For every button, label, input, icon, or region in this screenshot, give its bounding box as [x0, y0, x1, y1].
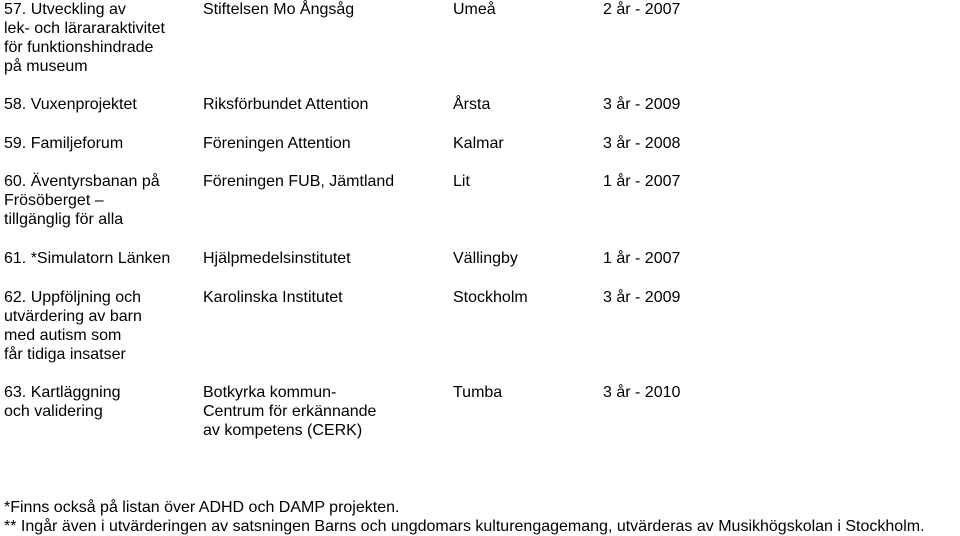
- project-period: 1 år - 2007: [603, 250, 681, 267]
- project-name: 59. Familjeforum: [4, 135, 124, 152]
- project-period: 3 år - 2010: [603, 384, 681, 401]
- project-name: 60. Äventyrsbanan på Frösöberget – tillgänglig för alla: [4, 173, 160, 228]
- project-organization: Föreningen Attention: [203, 135, 351, 152]
- project-period: 3 år - 2009: [603, 96, 681, 113]
- project-organization: Botkyrka kommun- Centrum för erkännande av kompetens (CERK): [203, 384, 377, 439]
- project-location: Årsta: [453, 96, 491, 113]
- project-period: 1 år - 2007: [603, 173, 681, 190]
- project-organization: Stiftelsen Mo Ångsåg: [203, 1, 355, 18]
- project-location: Vällingby: [453, 250, 518, 267]
- project-name: 57. Utveckling av lek- och lärararaktivitet för funktionshindrade på museum: [4, 1, 165, 75]
- project-organization: Riksförbundet Attention: [203, 96, 369, 113]
- project-period: 2 år - 2007: [603, 1, 681, 18]
- project-period: 3 år - 2009: [603, 289, 681, 306]
- project-name: 58. Vuxenprojektet: [4, 96, 137, 113]
- project-period: 3 år - 2008: [603, 135, 681, 152]
- project-name: 62. Uppföljning och utvärdering av barn med autism som får tidiga insatser: [4, 289, 142, 363]
- project-organization: Karolinska Institutet: [203, 289, 343, 306]
- project-name: 61. *Simulatorn Länken: [4, 250, 171, 267]
- footnote-evaluation: ** Ingår även i utvärderingen av satsningen Barns och ungdomars kulturengagemang, utvärderas av Musikhögskolan i Stockholm.: [4, 518, 925, 535]
- project-organization: Hjälpmedelsinstitutet: [203, 250, 351, 267]
- project-location: Tumba: [453, 384, 503, 401]
- project-organization: Föreningen FUB, Jämtland: [203, 173, 395, 190]
- project-name: 63. Kartläggning och validering: [4, 384, 121, 420]
- project-location: Umeå: [453, 1, 496, 18]
- project-location: Lit: [453, 173, 470, 190]
- footnote-adhd-damp: *Finns också på listan över ADHD och DAMP projekten.: [4, 499, 400, 516]
- project-location: Kalmar: [453, 135, 504, 152]
- project-location: Stockholm: [453, 289, 528, 306]
